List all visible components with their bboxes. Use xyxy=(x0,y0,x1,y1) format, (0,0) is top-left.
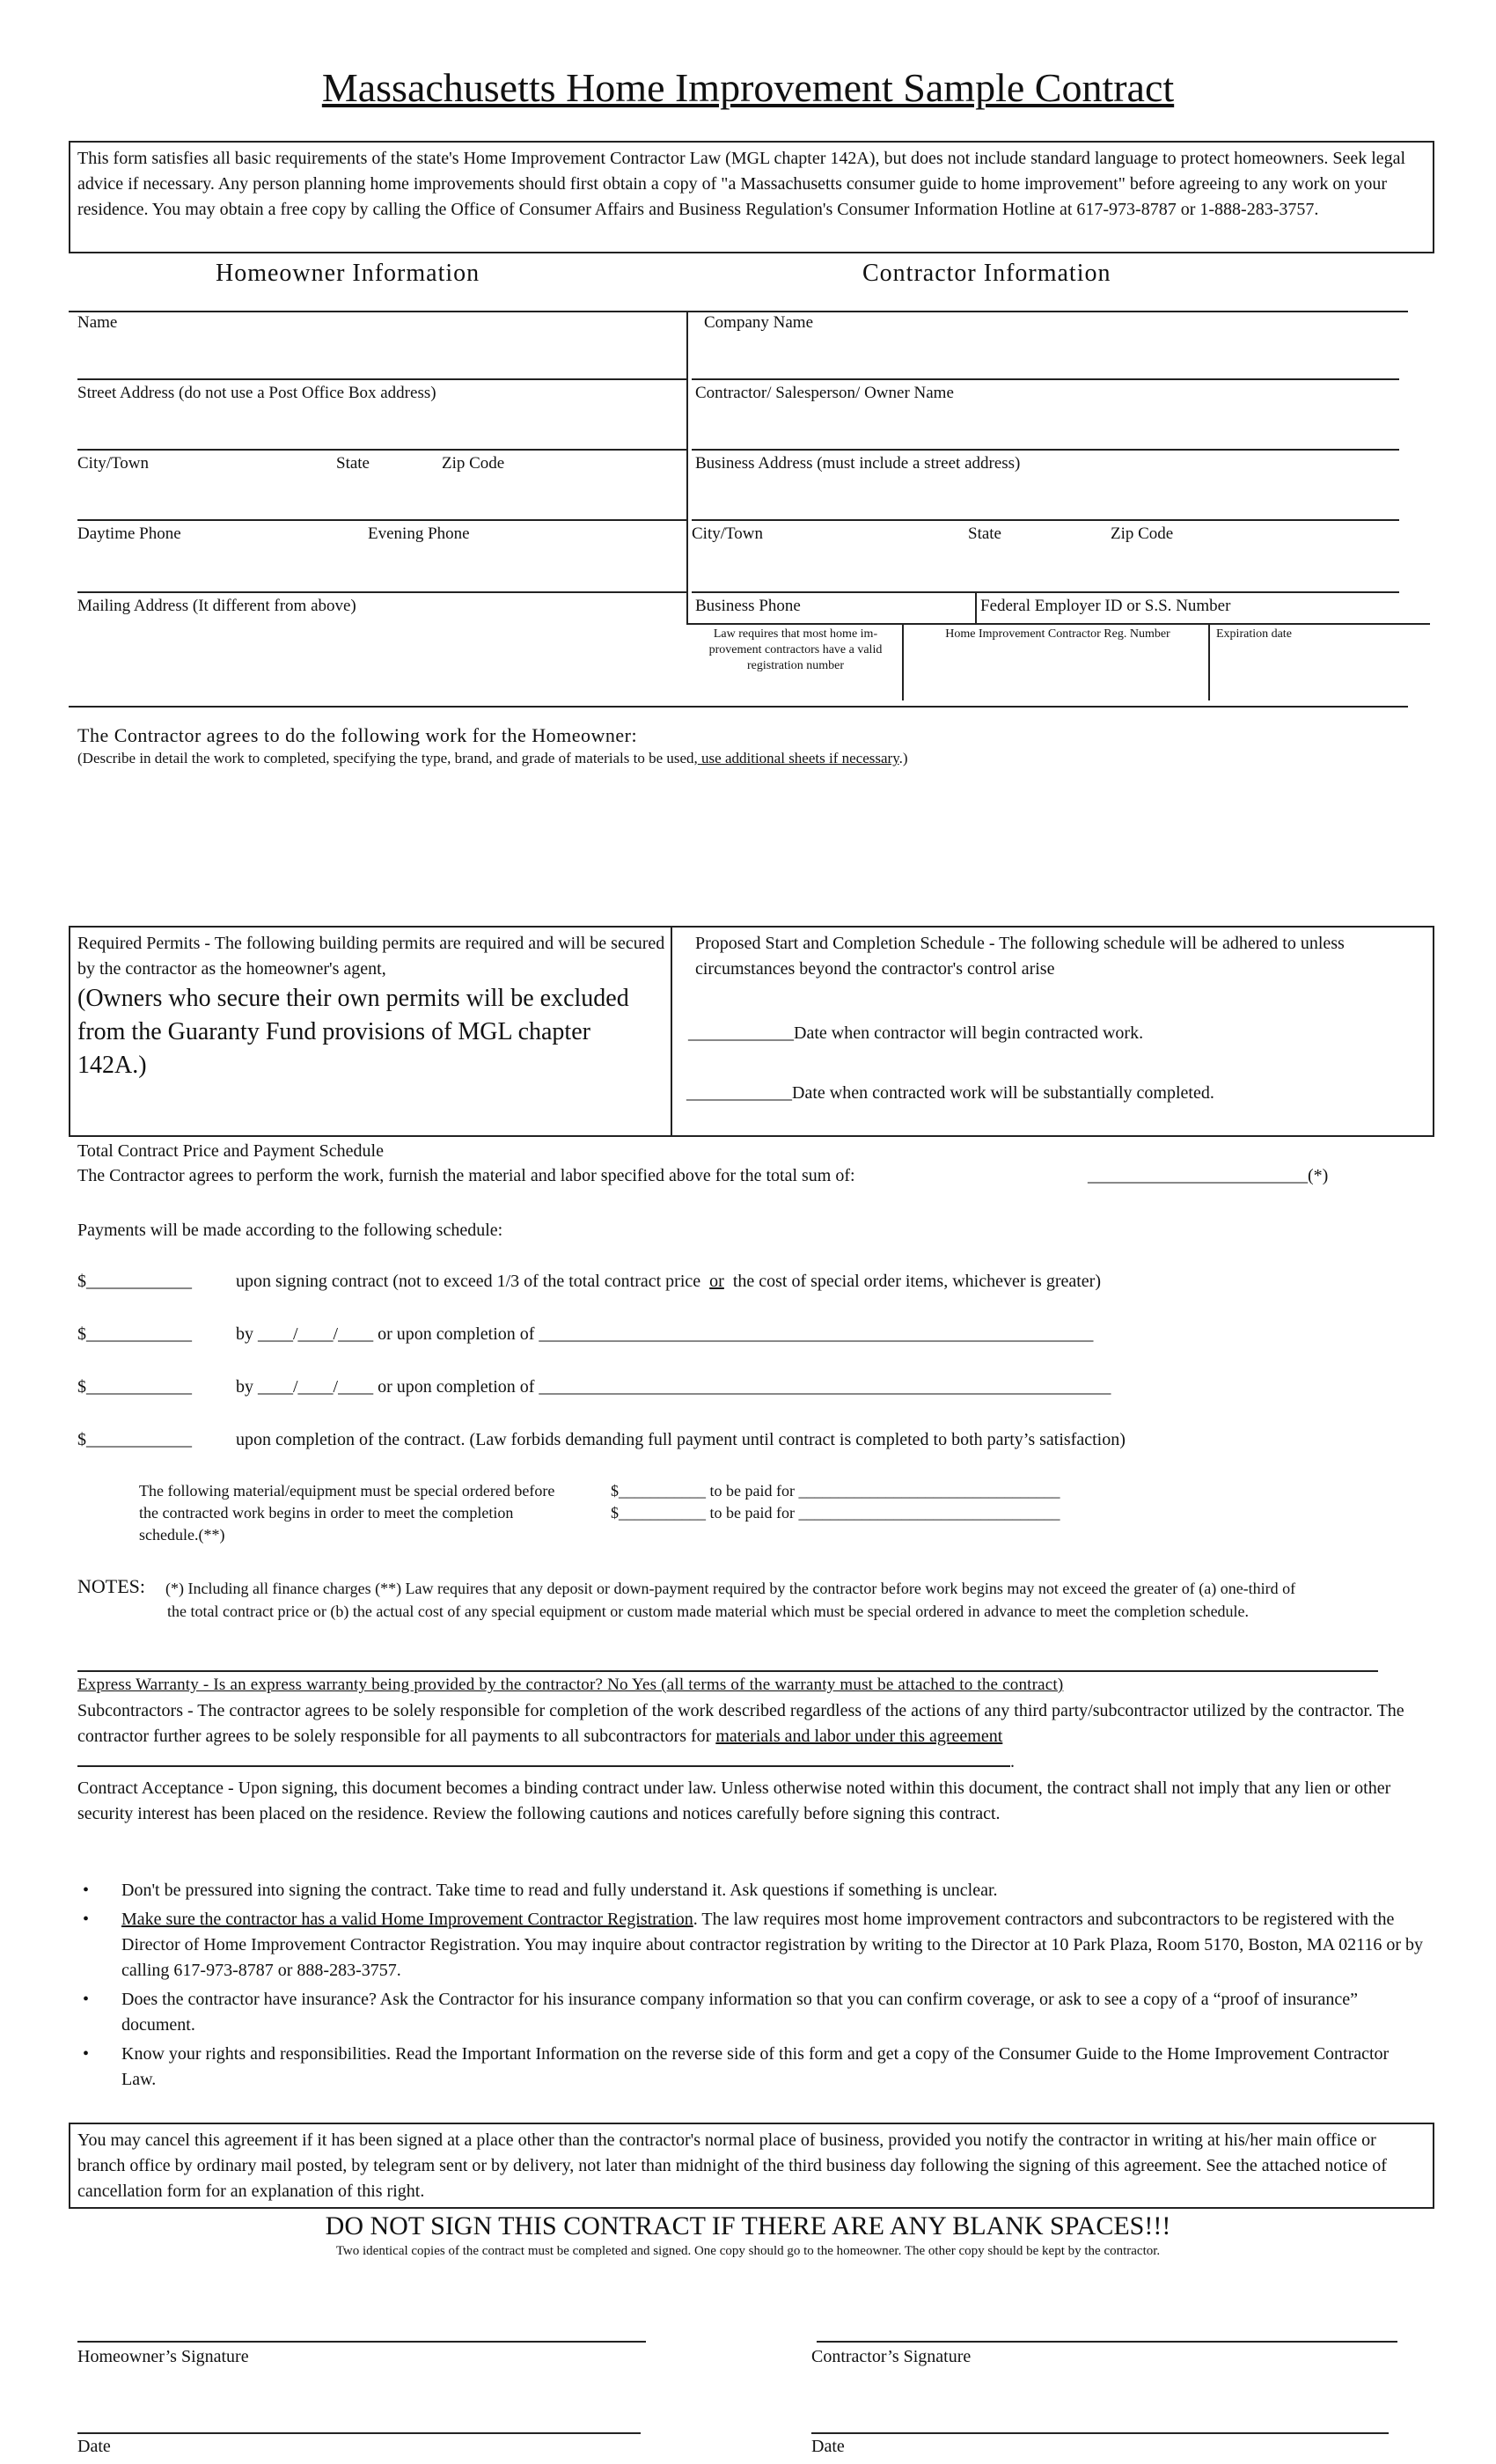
notes-text: (*) Including all finance charges (**) Law requires that any deposit or down-payment required by the contractor before work begins may not exceed the greater of (a) one-third of the total contract price or (b) the actual cost of any special equipment or custom made material which must be special ordered in advance to meet the completion schedule. xyxy=(165,1580,1296,1620)
contractor-phone-label: Business Phone xyxy=(695,597,801,615)
homeowner-street-label: Street Address (do not use a Post Office Box address) xyxy=(77,384,436,402)
contractor-zip-label: Zip Code xyxy=(1111,524,1174,543)
intro-box xyxy=(69,141,1434,253)
contractor-heading: Contractor Information xyxy=(862,260,1111,287)
schedule-text: Proposed Start and Completion Schedule - The following schedule will be adhered to unless circumstances beyond the contractor's control arise xyxy=(695,934,1345,979)
work-heading: The Contractor agrees to do the following work for the Homeowner: xyxy=(77,724,638,746)
work-instructions: (Describe in detail the work to completed, specifying the type, brand, and grade of materials to be used, use additional sheets if necessary.) xyxy=(77,750,908,766)
homeowner-date-label: Date xyxy=(77,2437,111,2456)
expiration-date-label: Expiration date xyxy=(1216,627,1292,641)
payment-1-text: upon signing contract (not to exceed 1/3 of the total contract price or the cost of special order items, whichever is greater) xyxy=(236,1272,1101,1291)
subcontractors-text: Subcontractors - The contractor agrees to be solely responsible for completion of the work described regardless of the actions of any third party/subcontractor utilized by the contractor. The contractor further agrees to be solely responsible for all payments to all subcontractors for materials and labor under this agreement. xyxy=(77,1701,1404,1771)
payment-2-text: by ____/____/____ or upon completion of _______________________________________________________________ xyxy=(236,1324,1094,1344)
intro-text: This form satisfies all basic requirements of the state's Home Improvement Contractor Law (MGL chapter 142A), but does not include standard language to protect homeowners. Seek legal advice if necessary. Any person planning home improvements should first obtain a copy of "a Massachusetts consumer guide to home improvement" before agreeing to any work on your residence. You may obtain a free copy by calling the Office of Consumer Affairs and Business Regulation's Consumer Information Hotline at 617-973-8787 or 1-888-283-3757. xyxy=(77,149,1406,219)
copies-note: Two identical copies of the contract must be completed and signed. One copy should go to the homeowner. The other copy should be kept by the contractor. xyxy=(335,2244,1161,2258)
special-order-text: The following material/equipment must be special ordered before the contracted work begins in order to meet the completion schedule.(**) xyxy=(139,1482,555,1544)
schedule-start-line: ____________Date when contractor will begin contracted work. xyxy=(688,1023,1144,1043)
contractor-state-label: State xyxy=(968,524,1001,543)
homeowner-city-label: City/Town xyxy=(77,454,150,473)
special-order-line-1: $___________ to be paid for _________________________________ xyxy=(611,1482,1060,1500)
registration-law-note: Law requires that most home im- provement contractors have a valid registration number xyxy=(708,627,883,672)
contractor-owner-label: Contractor/ Salesperson/ Owner Name xyxy=(695,384,954,402)
cancellation-box xyxy=(69,2123,1434,2209)
contractor-city-label: City/Town xyxy=(692,524,764,543)
contractor-signature-label: Contractor’s Signature xyxy=(811,2347,972,2366)
price-total-blank: _________________________(*) xyxy=(1088,1166,1329,1185)
homeowner-eve-phone-label: Evening Phone xyxy=(368,524,470,543)
caution-item: • Make sure the contractor has a valid Home Improvement Contractor Registration. The law requires most home improvement contractors and subcontractors to be registered with the Director of Home Improvement Contractor Registration. You may inquire about contractor registration by writing to the Director at 10 Park Plaza, Room 5170, Boston, MA 02116 or by calling 617-973-8787 or 888-283-3757. xyxy=(83,1910,1423,1980)
contractor-company-label: Company Name xyxy=(704,313,814,332)
price-heading: Total Contract Price and Payment Schedule xyxy=(77,1141,384,1161)
special-order-line-2: $___________ to be paid for _________________________________ xyxy=(611,1504,1060,1522)
homeowner-mailing-label: Mailing Address (It different from above) xyxy=(77,597,356,615)
payment-4-text: upon completion of the contract. (Law forbids demanding full payment until contract is completed to both party’s satisfaction) xyxy=(236,1430,1126,1449)
contractor-address-label: Business Address (must include a street address) xyxy=(695,454,1021,473)
registration-number-label: Home Improvement Contractor Reg. Number xyxy=(945,627,1170,641)
payment-2-amount: $____________ xyxy=(77,1324,192,1344)
caution-item: • Does the contractor have insurance? Ask the Contractor for his insurance company information so that you can confirm coverage, or ask to see a copy of a “proof of insurance” document. xyxy=(83,1990,1359,2035)
caution-list xyxy=(77,1878,1424,2096)
payment-3-text: by ____/____/____ or upon completion of _________________________________________________________________ xyxy=(236,1377,1111,1397)
caution-item: • Know your rights and responsibilities. Read the Important Information on the reverse side of this form and get a copy of the Consumer Guide to the Home Improvement Contractor Law. xyxy=(83,2044,1390,2089)
acceptance-text: Contract Acceptance - Upon signing, this document becomes a binding contract under law. Unless otherwise noted within this document, the contract shall not imply that any lien or other security interest has been placed on the residence. Review the following cautions and notices carefully before signing this contract. xyxy=(77,1778,1391,1823)
cancellation-text: You may cancel this agreement if it has been signed at a place other than the contractor's normal place of business, provided you notify the contractor in writing at his/her main office or branch office by ordinary mail posted, by telegram sent or by delivery, not later than midnight of the third business day following the signing of this agreement. See the attached notice of cancellation form for an explanation of this right. xyxy=(77,2130,1387,2201)
permits-guaranty-note: (Owners who secure their own permits will be excluded from the Guaranty Fund provisions of MGL chapter 142A.) xyxy=(77,985,629,1079)
homeowner-name-label: Name xyxy=(77,313,118,332)
homeowner-zip-label: Zip Code xyxy=(442,454,505,473)
homeowner-signature-label: Homeowner’s Signature xyxy=(77,2347,249,2366)
page-title: Massachusetts Home Improvement Sample Contract xyxy=(321,65,1175,110)
payment-1-amount: $____________ xyxy=(77,1272,192,1291)
homeowner-state-label: State xyxy=(336,454,370,473)
homeowner-day-phone-label: Daytime Phone xyxy=(77,524,181,543)
contractor-fein-label: Federal Employer ID or S.S. Number xyxy=(980,597,1231,615)
caution-item: • Don't be pressured into signing the contract. Take time to read and fully understand it. Ask questions if something is unclear. xyxy=(83,1881,998,1900)
notes-label: NOTES: xyxy=(77,1575,145,1597)
payments-intro: Payments will be made according to the following schedule: xyxy=(77,1221,503,1240)
homeowner-heading: Homeowner Information xyxy=(216,260,480,287)
contractor-date-label: Date xyxy=(811,2437,845,2456)
price-line: The Contractor agrees to perform the work, furnish the material and labor specified above for the total sum of: xyxy=(77,1166,855,1185)
blank-spaces-warning: DO NOT SIGN THIS CONTRACT IF THERE ARE ANY BLANK SPACES!!! xyxy=(325,2211,1171,2240)
schedule-complete-line: ____________Date when contracted work will be substantially completed. xyxy=(686,1083,1214,1103)
permits-text: Required Permits - The following building permits are required and will be secured by the contractor as the homeowner's agent, xyxy=(77,934,665,979)
payment-4-amount: $____________ xyxy=(77,1430,192,1449)
warranty-line: Express Warranty - Is an express warranty being provided by the contractor? No Yes (all terms of the warranty must be attached to the contract) xyxy=(77,1676,1064,1694)
payment-3-amount: $____________ xyxy=(77,1377,192,1397)
